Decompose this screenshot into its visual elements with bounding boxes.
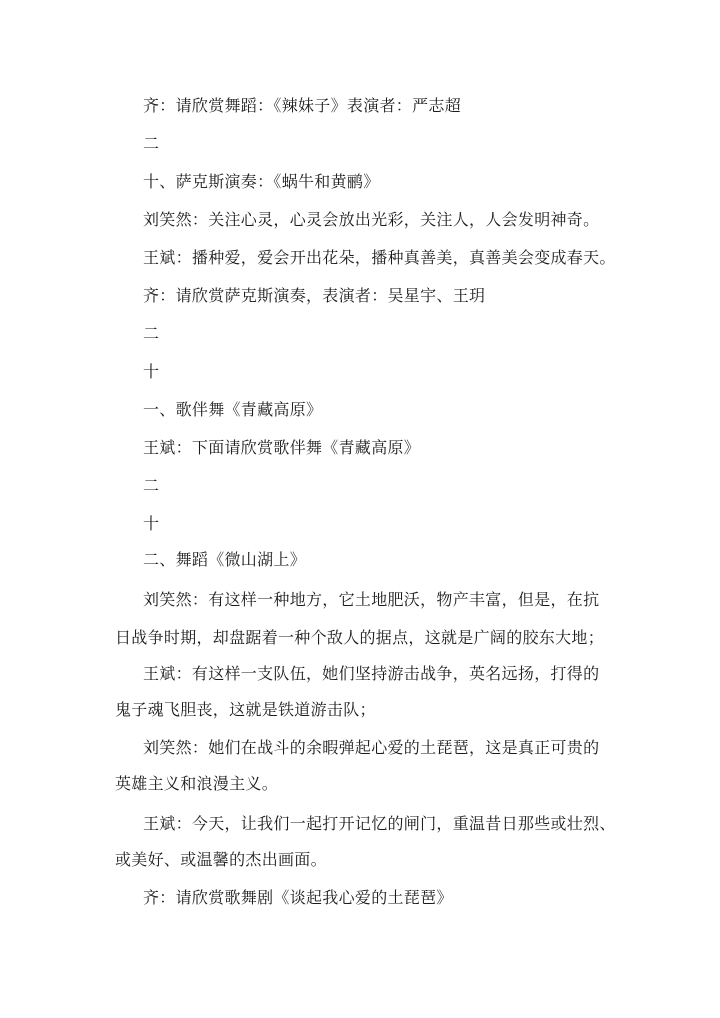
text-line: 二 [143,134,160,153]
text-line: 一、歌伴舞《青藏高原》 [143,400,323,419]
text-line: 刘笑然：有这样一种地方，它土地肥沃，物产丰富，但是，在抗 [143,590,600,609]
text-line: 十 [143,362,160,381]
text-line: 王斌：下面请欣赏歌伴舞《青藏高原》 [143,438,421,457]
text-line: 刘笑然：关注心灵，心灵会放出光彩，关注人，人会发明神奇。 [143,210,600,229]
text-line: 王斌：播种爱，爱会开出花朵，播种真善美，真善美会变成春天。 [143,248,616,267]
text-line: 十、萨克斯演奏：《蜗牛和黄鹂》 [143,172,380,191]
text-line: 二 [143,324,160,343]
text-line: 十 [143,514,160,533]
text-line: 王斌：有这样一支队伍，她们坚持游击战争，英名远扬，打得的 [143,664,600,683]
text-line: 齐：请欣赏歌舞剧《谈起我心爱的土琵琶》 [143,888,453,907]
text-line: 鬼子魂飞胆丧，这就是铁道游击队； [115,700,376,719]
text-line: 二 [143,476,160,495]
text-line: 日战争时期，却盘踞着一种个敌人的据点，这就是广阔的胶东大地； [115,628,605,647]
text-line: 王斌：今天，让我们一起打开记忆的闸门，重温昔日那些或壮烈、 [143,814,616,833]
text-line: 或美好、或温馨的杰出画面。 [115,850,327,869]
text-line: 齐：请欣赏舞蹈：《辣妹子》表演者：严志超 [143,96,462,115]
text-line: 英雄主义和浪漫主义。 [115,774,279,793]
text-line: 刘笑然：她们在战斗的余暇弹起心爱的土琵琶，这是真正可贵的 [143,738,600,757]
text-line: 二、舞蹈《微山湖上》 [143,550,307,569]
text-line: 齐：请欣赏萨克斯演奏，表演者：吴星宇、王玥 [143,286,486,305]
